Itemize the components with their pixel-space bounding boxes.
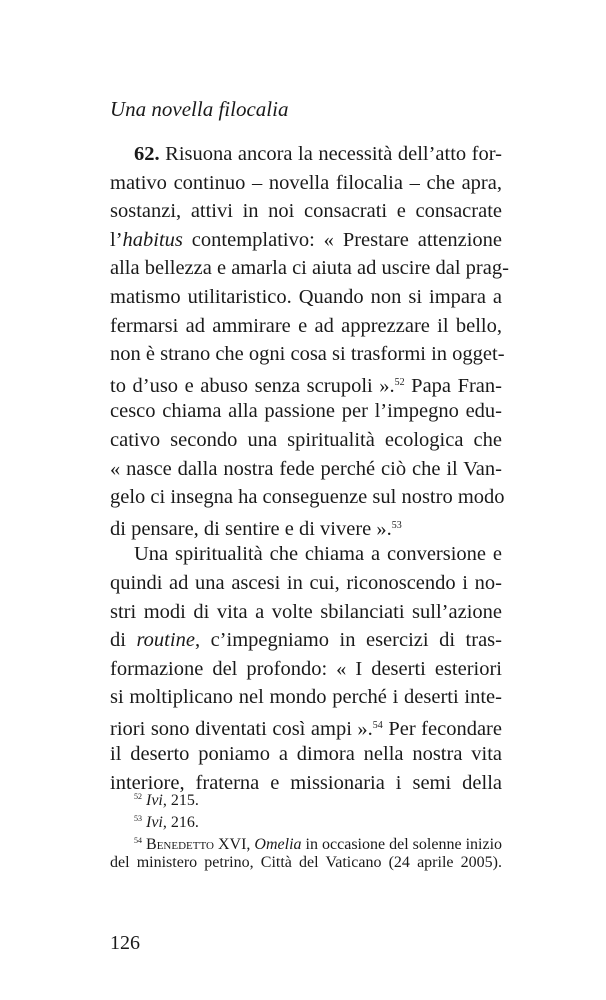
text-run: si moltiplicano nel mondo perché i deserti inte-: [110, 686, 502, 709]
text-run: 62.: [134, 143, 160, 165]
text-run: contemplativo: « Prestare attenzione: [182, 228, 502, 251]
section-heading: Una novella filocalia: [110, 97, 289, 121]
text-run: Risuona ancora la necessità dell’atto for-: [159, 143, 502, 165]
footnote-ref: 53: [391, 519, 402, 531]
text-run: formazione del profondo: « I deserti esteriori: [110, 657, 502, 680]
text-line: [110, 369, 502, 398]
text-line: [110, 312, 502, 341]
footnote-ref: 54: [372, 719, 383, 731]
text-line: [110, 397, 502, 426]
text-line: [110, 340, 505, 369]
text-line: [110, 426, 502, 455]
text-run: XVI,: [213, 836, 255, 853]
text-line: [110, 226, 502, 255]
text-line: [110, 683, 502, 712]
text-line: [110, 540, 502, 569]
text-run: non è strano che ogni cosa si trasformi in ogget-: [110, 343, 505, 366]
text-run: quindi ad una ascesi in cui, riconoscendo i no-: [110, 571, 502, 594]
text-line: [110, 569, 502, 598]
text-run: , c’impegniamo in esercizi di tras-: [194, 629, 502, 652]
text-line: [110, 283, 502, 312]
footnotes: [110, 786, 502, 874]
text-run: gelo ci insegna ha conseguenze sul nostro modo: [110, 486, 505, 509]
text-line: [110, 197, 502, 226]
footnote-line: [110, 852, 502, 874]
text-line: [110, 455, 502, 484]
text-run: interiore, fraterna e missionaria i semi della: [110, 772, 502, 795]
text-run: « nasce dalla nostra fede perché ciò che il Van-: [110, 457, 502, 480]
text-run: sostanzi, attivi in noi consacrati e consacrate: [110, 200, 502, 223]
text-run: di pensare, di sentire e di vivere ».: [110, 517, 392, 540]
text-line: [110, 140, 502, 169]
footnote-ref: 52: [134, 792, 142, 801]
text-run: matismo utilitaristico. Quando non si impara a: [110, 285, 502, 308]
text-run: del ministero petrino, Città del Vaticano (24 aprile 2005).: [110, 854, 502, 871]
footnote-line: [110, 808, 502, 830]
text-run: stri modi di vita a volte sbilanciati sull’azione: [110, 600, 502, 623]
text-run: in occasione del solenne inizio: [301, 836, 503, 853]
footnote-ref: 53: [134, 814, 142, 823]
text-line: [110, 512, 502, 541]
text-run: Una spiritualità che chiama a conversione e: [134, 543, 502, 566]
footnote-line: [110, 786, 502, 808]
text-line: [110, 483, 505, 512]
text-run: l’: [110, 228, 123, 251]
text-line: [110, 655, 502, 684]
text-run: di: [110, 629, 137, 652]
text-line: [110, 740, 502, 769]
text-run: riori sono diventati così ampi ».: [110, 717, 373, 740]
text-line: [110, 626, 502, 655]
body-text: [110, 140, 509, 798]
text-line: [110, 169, 502, 198]
footnote-ref: 54: [134, 836, 142, 845]
footnote-line: [110, 830, 502, 852]
text-run: Papa Fran-: [404, 374, 502, 397]
page-number: 126: [110, 932, 140, 954]
text-run: habitus: [122, 228, 183, 251]
text-run: Ivi: [146, 814, 163, 831]
text-run: mativo continuo – novella filocalia – che apra,: [110, 171, 502, 194]
text-run: routine: [136, 629, 195, 652]
text-line: [110, 598, 502, 627]
text-run: cativo secondo una spiritualità ecologica che: [110, 428, 502, 451]
text-line: [110, 254, 509, 283]
text-run: Omelia: [254, 836, 302, 853]
text-run: , 216.: [162, 814, 199, 831]
text-run: fermarsi ad ammirare e ad apprezzare il bello,: [110, 314, 502, 337]
text-line: [110, 712, 502, 741]
text-run: cesco chiama alla passione per l’impegno edu-: [110, 400, 502, 423]
text-run: , 215.: [162, 792, 199, 809]
footnote-ref: 52: [394, 376, 405, 388]
text-run: alla bellezza e amarla ci aiuta ad uscire dal prag-: [110, 257, 509, 280]
text-run: il deserto poniamo a dimora nella nostra vita: [110, 743, 502, 766]
text-run: to d’uso e abuso senza scrupoli ».: [110, 374, 395, 397]
text-run: Ivi: [146, 792, 163, 809]
text-run: Benedetto: [146, 836, 214, 853]
text-run: Per fecondare: [382, 717, 502, 740]
